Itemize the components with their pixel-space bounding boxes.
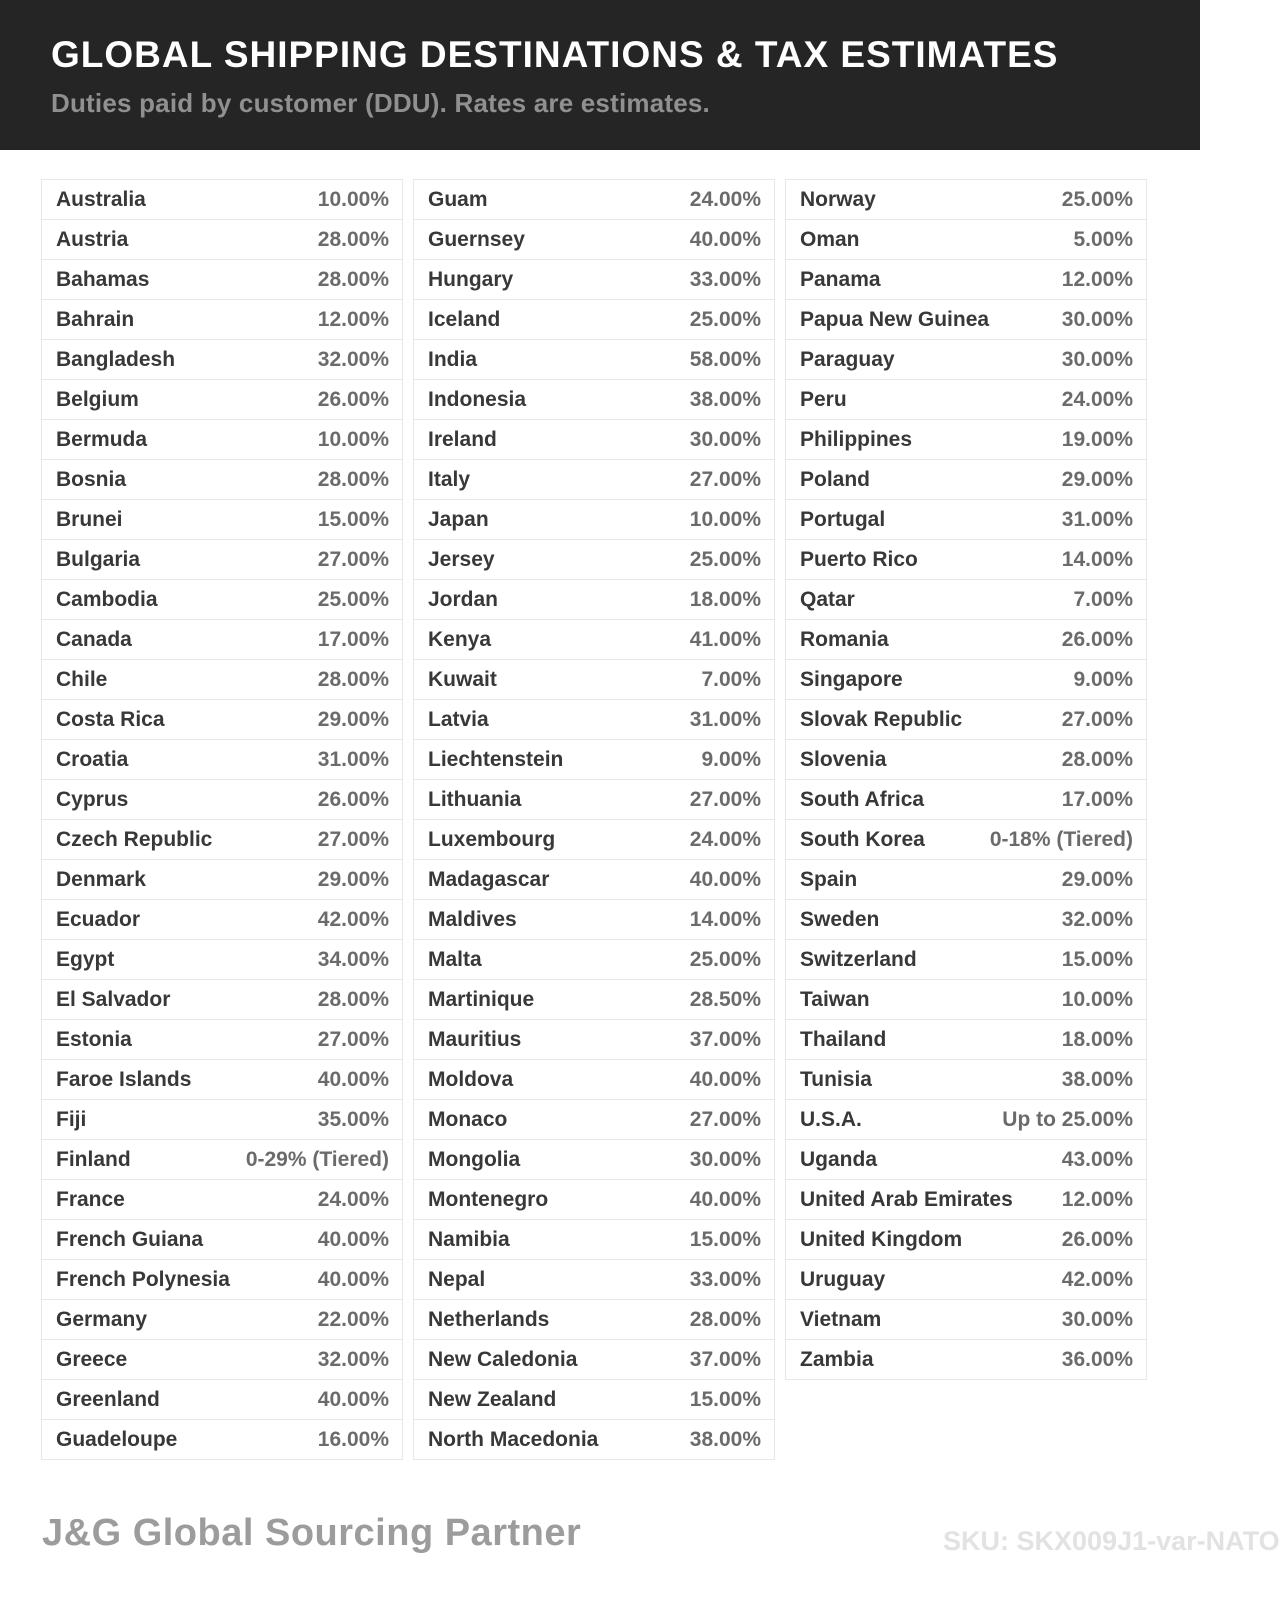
country-label: Norway [800, 187, 876, 211]
country-label: Switzerland [800, 947, 917, 971]
tax-rate-value: 27.00% [317, 547, 389, 571]
destinations-table [41, 179, 1147, 1460]
country-label: Croatia [56, 747, 129, 771]
tax-rate-value: 25.00% [689, 947, 761, 971]
tax-rate-value: 15.00% [1061, 947, 1133, 971]
table-row [42, 700, 402, 740]
table-row [414, 580, 774, 620]
country-label: Bosnia [56, 467, 127, 491]
country-label: Martinique [428, 987, 535, 1011]
table-row [786, 620, 1146, 660]
country-label: Monaco [428, 1107, 508, 1131]
table-row [42, 1180, 402, 1220]
country-label: Bahamas [56, 267, 150, 291]
country-label: Guadeloupe [56, 1427, 178, 1451]
country-label: French Polynesia [56, 1267, 230, 1291]
country-label: Jersey [428, 547, 495, 571]
table-row [786, 740, 1146, 780]
country-label: Italy [428, 467, 471, 491]
table-column-2 [413, 179, 775, 1460]
country-label: Vietnam [800, 1307, 882, 1331]
tax-rate-value: 33.00% [689, 267, 761, 291]
table-row [414, 460, 774, 500]
tax-rate-value: 12.00% [317, 307, 389, 331]
table-row [414, 220, 774, 260]
table-row [42, 300, 402, 340]
tax-rate-value: 35.00% [317, 1107, 389, 1131]
table-row [42, 580, 402, 620]
table-row [786, 780, 1146, 820]
table-row [414, 180, 774, 220]
country-label: Netherlands [428, 1307, 550, 1331]
country-label: Egypt [56, 947, 115, 971]
tax-rate-value: 17.00% [1061, 787, 1133, 811]
country-label: Uganda [800, 1147, 878, 1171]
table-row [42, 1340, 402, 1380]
table-row [414, 500, 774, 540]
tax-rate-value: 29.00% [317, 867, 389, 891]
tax-rate-value: 27.00% [689, 1107, 761, 1131]
country-label: South Africa [800, 787, 925, 811]
tax-rate-value: 38.00% [689, 387, 761, 411]
country-label: Sweden [800, 907, 880, 931]
table-row [414, 260, 774, 300]
tax-rate-value: 32.00% [317, 1347, 389, 1371]
table-row [42, 980, 402, 1020]
table-column-3 [785, 179, 1147, 1380]
table-row [414, 780, 774, 820]
table-row [42, 820, 402, 860]
country-label: Bulgaria [56, 547, 141, 571]
country-label: Zambia [800, 1347, 874, 1371]
tax-rate-value: 10.00% [317, 187, 389, 211]
table-row [414, 1140, 774, 1180]
country-label: Germany [56, 1307, 148, 1331]
header-banner [0, 0, 1200, 150]
country-label: French Guiana [56, 1227, 204, 1251]
tax-rate-value: 29.00% [317, 707, 389, 731]
table-row [786, 1020, 1146, 1060]
country-label: El Salvador [56, 987, 171, 1011]
country-label: Malta [428, 947, 482, 971]
country-label: Panama [800, 267, 881, 291]
country-label: India [428, 347, 478, 371]
table-row [414, 660, 774, 700]
country-label: Costa Rica [56, 707, 165, 731]
tax-rate-value: 40.00% [317, 1067, 389, 1091]
country-label: New Zealand [428, 1387, 557, 1411]
tax-rate-value: 58.00% [689, 347, 761, 371]
table-row [42, 500, 402, 540]
tax-rate-value: 31.00% [317, 747, 389, 771]
country-label: Poland [800, 467, 871, 491]
country-label: Montenegro [428, 1187, 549, 1211]
tax-rate-value: 22.00% [317, 1307, 389, 1331]
tax-rate-value: 32.00% [1061, 907, 1133, 931]
country-label: United Arab Emirates [800, 1187, 1013, 1211]
tax-rate-value: 28.00% [317, 267, 389, 291]
country-label: Cyprus [56, 787, 129, 811]
country-label: Brunei [56, 507, 123, 531]
country-label: Kuwait [428, 667, 497, 691]
table-row [786, 460, 1146, 500]
country-label: Moldova [428, 1067, 514, 1091]
table-row [42, 1220, 402, 1260]
country-label: Slovenia [800, 747, 887, 771]
country-label: Czech Republic [56, 827, 213, 851]
tax-rate-value: 24.00% [317, 1187, 389, 1211]
tax-rate-value: 28.00% [317, 227, 389, 251]
table-row [42, 420, 402, 460]
tax-rate-value: 9.00% [1073, 667, 1133, 691]
country-label: Madagascar [428, 867, 550, 891]
country-label: Thailand [800, 1027, 887, 1051]
tax-rate-value: 27.00% [689, 787, 761, 811]
page-subtitle: Duties paid by customer (DDU). Rates are estimates. [51, 88, 710, 118]
table-row [42, 1060, 402, 1100]
country-label: North Macedonia [428, 1427, 599, 1451]
table-row [786, 500, 1146, 540]
table-row [786, 1180, 1146, 1220]
table-row [42, 220, 402, 260]
country-label: Puerto Rico [800, 547, 918, 571]
country-label: Slovak Republic [800, 707, 963, 731]
tax-rate-value: 14.00% [1061, 547, 1133, 571]
country-label: Canada [56, 627, 132, 651]
table-row [414, 980, 774, 1020]
table-row [42, 860, 402, 900]
table-row [786, 940, 1146, 980]
table-row [414, 300, 774, 340]
tax-rate-value: 19.00% [1061, 427, 1133, 451]
tax-rate-value: 25.00% [1061, 187, 1133, 211]
table-row [414, 1100, 774, 1140]
country-label: France [56, 1187, 125, 1211]
country-label: Denmark [56, 867, 146, 891]
sku-label: SKU: SKX009J1-var-NATO [943, 1526, 1280, 1556]
tax-rate-value: 32.00% [317, 347, 389, 371]
tax-rate-value: 42.00% [317, 907, 389, 931]
tax-rate-value: 30.00% [1061, 307, 1133, 331]
country-label: Estonia [56, 1027, 132, 1051]
tax-rate-value: 27.00% [689, 467, 761, 491]
country-label: Ecuador [56, 907, 141, 931]
country-label: Kenya [428, 627, 492, 651]
table-row [42, 540, 402, 580]
table-row [414, 820, 774, 860]
country-label: South Korea [800, 827, 925, 851]
tax-rate-value: 37.00% [689, 1347, 761, 1371]
country-label: Singapore [800, 667, 903, 691]
page-title: GLOBAL SHIPPING DESTINATIONS & TAX ESTIMATES [51, 34, 1059, 75]
country-label: Qatar [800, 587, 855, 611]
table-row [42, 780, 402, 820]
table-row [414, 700, 774, 740]
country-label: Paraguay [800, 347, 895, 371]
tax-rate-value: 7.00% [701, 667, 761, 691]
table-row [786, 420, 1146, 460]
table-column-1 [41, 179, 403, 1460]
tax-rate-value: 5.00% [1073, 227, 1133, 251]
tax-rate-value: 40.00% [317, 1227, 389, 1251]
country-label: Jordan [428, 587, 499, 611]
tax-rate-value: 12.00% [1061, 1187, 1133, 1211]
table-row [414, 900, 774, 940]
table-row [42, 900, 402, 940]
tax-rate-value: 40.00% [689, 1187, 761, 1211]
table-row [786, 1140, 1146, 1180]
tax-rate-value: 0-18% (Tiered) [989, 827, 1133, 851]
tax-rate-value: 15.00% [317, 507, 389, 531]
tax-rate-value: 28.00% [317, 667, 389, 691]
table-row [42, 460, 402, 500]
table-row [786, 820, 1146, 860]
tax-rate-value: 30.00% [1061, 1307, 1133, 1331]
table-row [42, 740, 402, 780]
tax-rate-value: 26.00% [317, 787, 389, 811]
tax-rate-value: 31.00% [1061, 507, 1133, 531]
country-label: Faroe Islands [56, 1067, 192, 1091]
table-row [414, 340, 774, 380]
table-row [786, 700, 1146, 740]
tax-rate-value: 30.00% [689, 1147, 761, 1171]
table-row [42, 620, 402, 660]
tax-rate-value: 40.00% [689, 867, 761, 891]
country-label: Bangladesh [56, 347, 176, 371]
tax-rate-value: 26.00% [1061, 1227, 1133, 1251]
tax-rate-value: 36.00% [1061, 1347, 1133, 1371]
country-label: Bahrain [56, 307, 135, 331]
tax-rate-value: 27.00% [1061, 707, 1133, 731]
table-row [414, 1220, 774, 1260]
tax-rate-value: 17.00% [317, 627, 389, 651]
table-row [786, 660, 1146, 700]
table-row [786, 580, 1146, 620]
country-label: Greenland [56, 1387, 160, 1411]
table-row [42, 660, 402, 700]
tax-rate-value: 40.00% [317, 1387, 389, 1411]
country-label: Mongolia [428, 1147, 521, 1171]
tax-rate-value: 26.00% [317, 387, 389, 411]
tax-rate-value: 41.00% [689, 627, 761, 651]
tax-rate-value: 28.50% [689, 987, 761, 1011]
tax-rate-value: 24.00% [689, 827, 761, 851]
country-label: Oman [800, 227, 860, 251]
tax-rate-value: 25.00% [689, 547, 761, 571]
table-row [42, 1380, 402, 1420]
table-row [414, 1300, 774, 1340]
table-row [42, 1140, 402, 1180]
tax-rate-value: 16.00% [317, 1427, 389, 1451]
tax-rate-value: 30.00% [1061, 347, 1133, 371]
tax-rate-value: 33.00% [689, 1267, 761, 1291]
tax-rate-value: 27.00% [317, 1027, 389, 1051]
tax-rate-value: 14.00% [689, 907, 761, 931]
tax-rate-value: 18.00% [689, 587, 761, 611]
country-label: Philippines [800, 427, 913, 451]
table-row [42, 1420, 402, 1460]
tax-rate-value: 34.00% [317, 947, 389, 971]
tax-rate-value: 38.00% [689, 1427, 761, 1451]
table-row [414, 1340, 774, 1380]
table-row [786, 540, 1146, 580]
tax-rate-value: 29.00% [1061, 867, 1133, 891]
table-row [414, 1420, 774, 1460]
table-row [414, 620, 774, 660]
country-label: U.S.A. [800, 1107, 862, 1131]
table-row [414, 1380, 774, 1420]
country-label: Iceland [428, 307, 501, 331]
table-row [414, 1020, 774, 1060]
country-label: Bermuda [56, 427, 148, 451]
table-row [414, 1180, 774, 1220]
tax-rate-value: 18.00% [1061, 1027, 1133, 1051]
country-label: Namibia [428, 1227, 510, 1251]
tax-rate-value: 28.00% [689, 1307, 761, 1331]
country-label: Greece [56, 1347, 128, 1371]
table-row [786, 980, 1146, 1020]
country-label: Tunisia [800, 1067, 872, 1091]
tax-rate-value: 15.00% [689, 1227, 761, 1251]
table-row [42, 380, 402, 420]
table-row [786, 260, 1146, 300]
tax-rate-value: 30.00% [689, 427, 761, 451]
table-row [414, 540, 774, 580]
table-row [786, 900, 1146, 940]
country-label: Peru [800, 387, 847, 411]
tax-rate-value: 40.00% [317, 1267, 389, 1291]
table-row [786, 1260, 1146, 1300]
table-row [42, 1100, 402, 1140]
country-label: Japan [428, 507, 489, 531]
tax-rate-value: 7.00% [1073, 587, 1133, 611]
country-label: Cambodia [56, 587, 158, 611]
country-label: Ireland [428, 427, 497, 451]
country-label: Finland [56, 1147, 131, 1171]
country-label: Indonesia [428, 387, 527, 411]
tax-rate-value: 28.00% [317, 987, 389, 1011]
table-row [42, 1260, 402, 1300]
country-label: Luxembourg [428, 827, 556, 851]
table-row [414, 740, 774, 780]
tax-rate-value: 25.00% [689, 307, 761, 331]
table-row [414, 940, 774, 980]
tax-rate-value: 24.00% [1061, 387, 1133, 411]
country-label: Spain [800, 867, 858, 891]
table-row [786, 860, 1146, 900]
tax-rate-value: 26.00% [1061, 627, 1133, 651]
tax-rate-value: 40.00% [689, 1067, 761, 1091]
country-label: Hungary [428, 267, 514, 291]
tax-rate-value: 28.00% [317, 467, 389, 491]
table-row [786, 180, 1146, 220]
country-label: Taiwan [800, 987, 870, 1011]
country-label: Papua New Guinea [800, 307, 990, 331]
country-label: Belgium [56, 387, 139, 411]
tax-rate-value: 15.00% [689, 1387, 761, 1411]
table-row [786, 1220, 1146, 1260]
tax-rate-value: Up to 25.00% [1002, 1107, 1133, 1131]
country-label: Mauritius [428, 1027, 522, 1051]
tax-rate-value: 10.00% [317, 427, 389, 451]
table-row [42, 340, 402, 380]
table-row [786, 1060, 1146, 1100]
tax-rate-value: 25.00% [317, 587, 389, 611]
table-row [414, 1260, 774, 1300]
country-label: Maldives [428, 907, 517, 931]
tax-rate-value: 28.00% [1061, 747, 1133, 771]
country-label: New Caledonia [428, 1347, 578, 1371]
tax-rate-value: 12.00% [1061, 267, 1133, 291]
country-label: Uruguay [800, 1267, 886, 1291]
table-row [42, 260, 402, 300]
country-label: United Kingdom [800, 1227, 963, 1251]
country-label: Portugal [800, 507, 886, 531]
country-label: Liechtenstein [428, 747, 564, 771]
country-label: Chile [56, 667, 108, 691]
table-row [42, 940, 402, 980]
table-row [786, 380, 1146, 420]
tax-rate-value: 42.00% [1061, 1267, 1133, 1291]
tax-rate-value: 40.00% [689, 227, 761, 251]
table-row [786, 1340, 1146, 1380]
table-row [414, 860, 774, 900]
table-row [786, 1100, 1146, 1140]
tax-rate-value: 29.00% [1061, 467, 1133, 491]
table-row [42, 1020, 402, 1060]
tax-rate-value: 10.00% [689, 507, 761, 531]
tax-rate-value: 43.00% [1061, 1147, 1133, 1171]
table-row [786, 220, 1146, 260]
tax-rate-value: 24.00% [689, 187, 761, 211]
country-label: Guam [428, 187, 488, 211]
table-row [42, 180, 402, 220]
brand-name: J&G Global Sourcing Partner [42, 1512, 582, 1554]
tax-rate-value: 0-29% (Tiered) [245, 1147, 389, 1171]
country-label: Australia [56, 187, 146, 211]
country-label: Fiji [56, 1107, 87, 1131]
country-label: Nepal [428, 1267, 486, 1291]
tax-rate-value: 9.00% [701, 747, 761, 771]
country-label: Romania [800, 627, 889, 651]
table-row [414, 420, 774, 460]
table-row [414, 1060, 774, 1100]
tax-rate-value: 10.00% [1061, 987, 1133, 1011]
country-label: Guernsey [428, 227, 525, 251]
tax-rate-value: 38.00% [1061, 1067, 1133, 1091]
table-row [786, 300, 1146, 340]
tax-rate-value: 37.00% [689, 1027, 761, 1051]
country-label: Latvia [428, 707, 489, 731]
table-row [414, 380, 774, 420]
country-label: Lithuania [428, 787, 522, 811]
tax-rate-value: 27.00% [317, 827, 389, 851]
table-row [786, 1300, 1146, 1340]
table-row [42, 1300, 402, 1340]
country-label: Austria [56, 227, 129, 251]
tax-rate-value: 31.00% [689, 707, 761, 731]
table-row [786, 340, 1146, 380]
